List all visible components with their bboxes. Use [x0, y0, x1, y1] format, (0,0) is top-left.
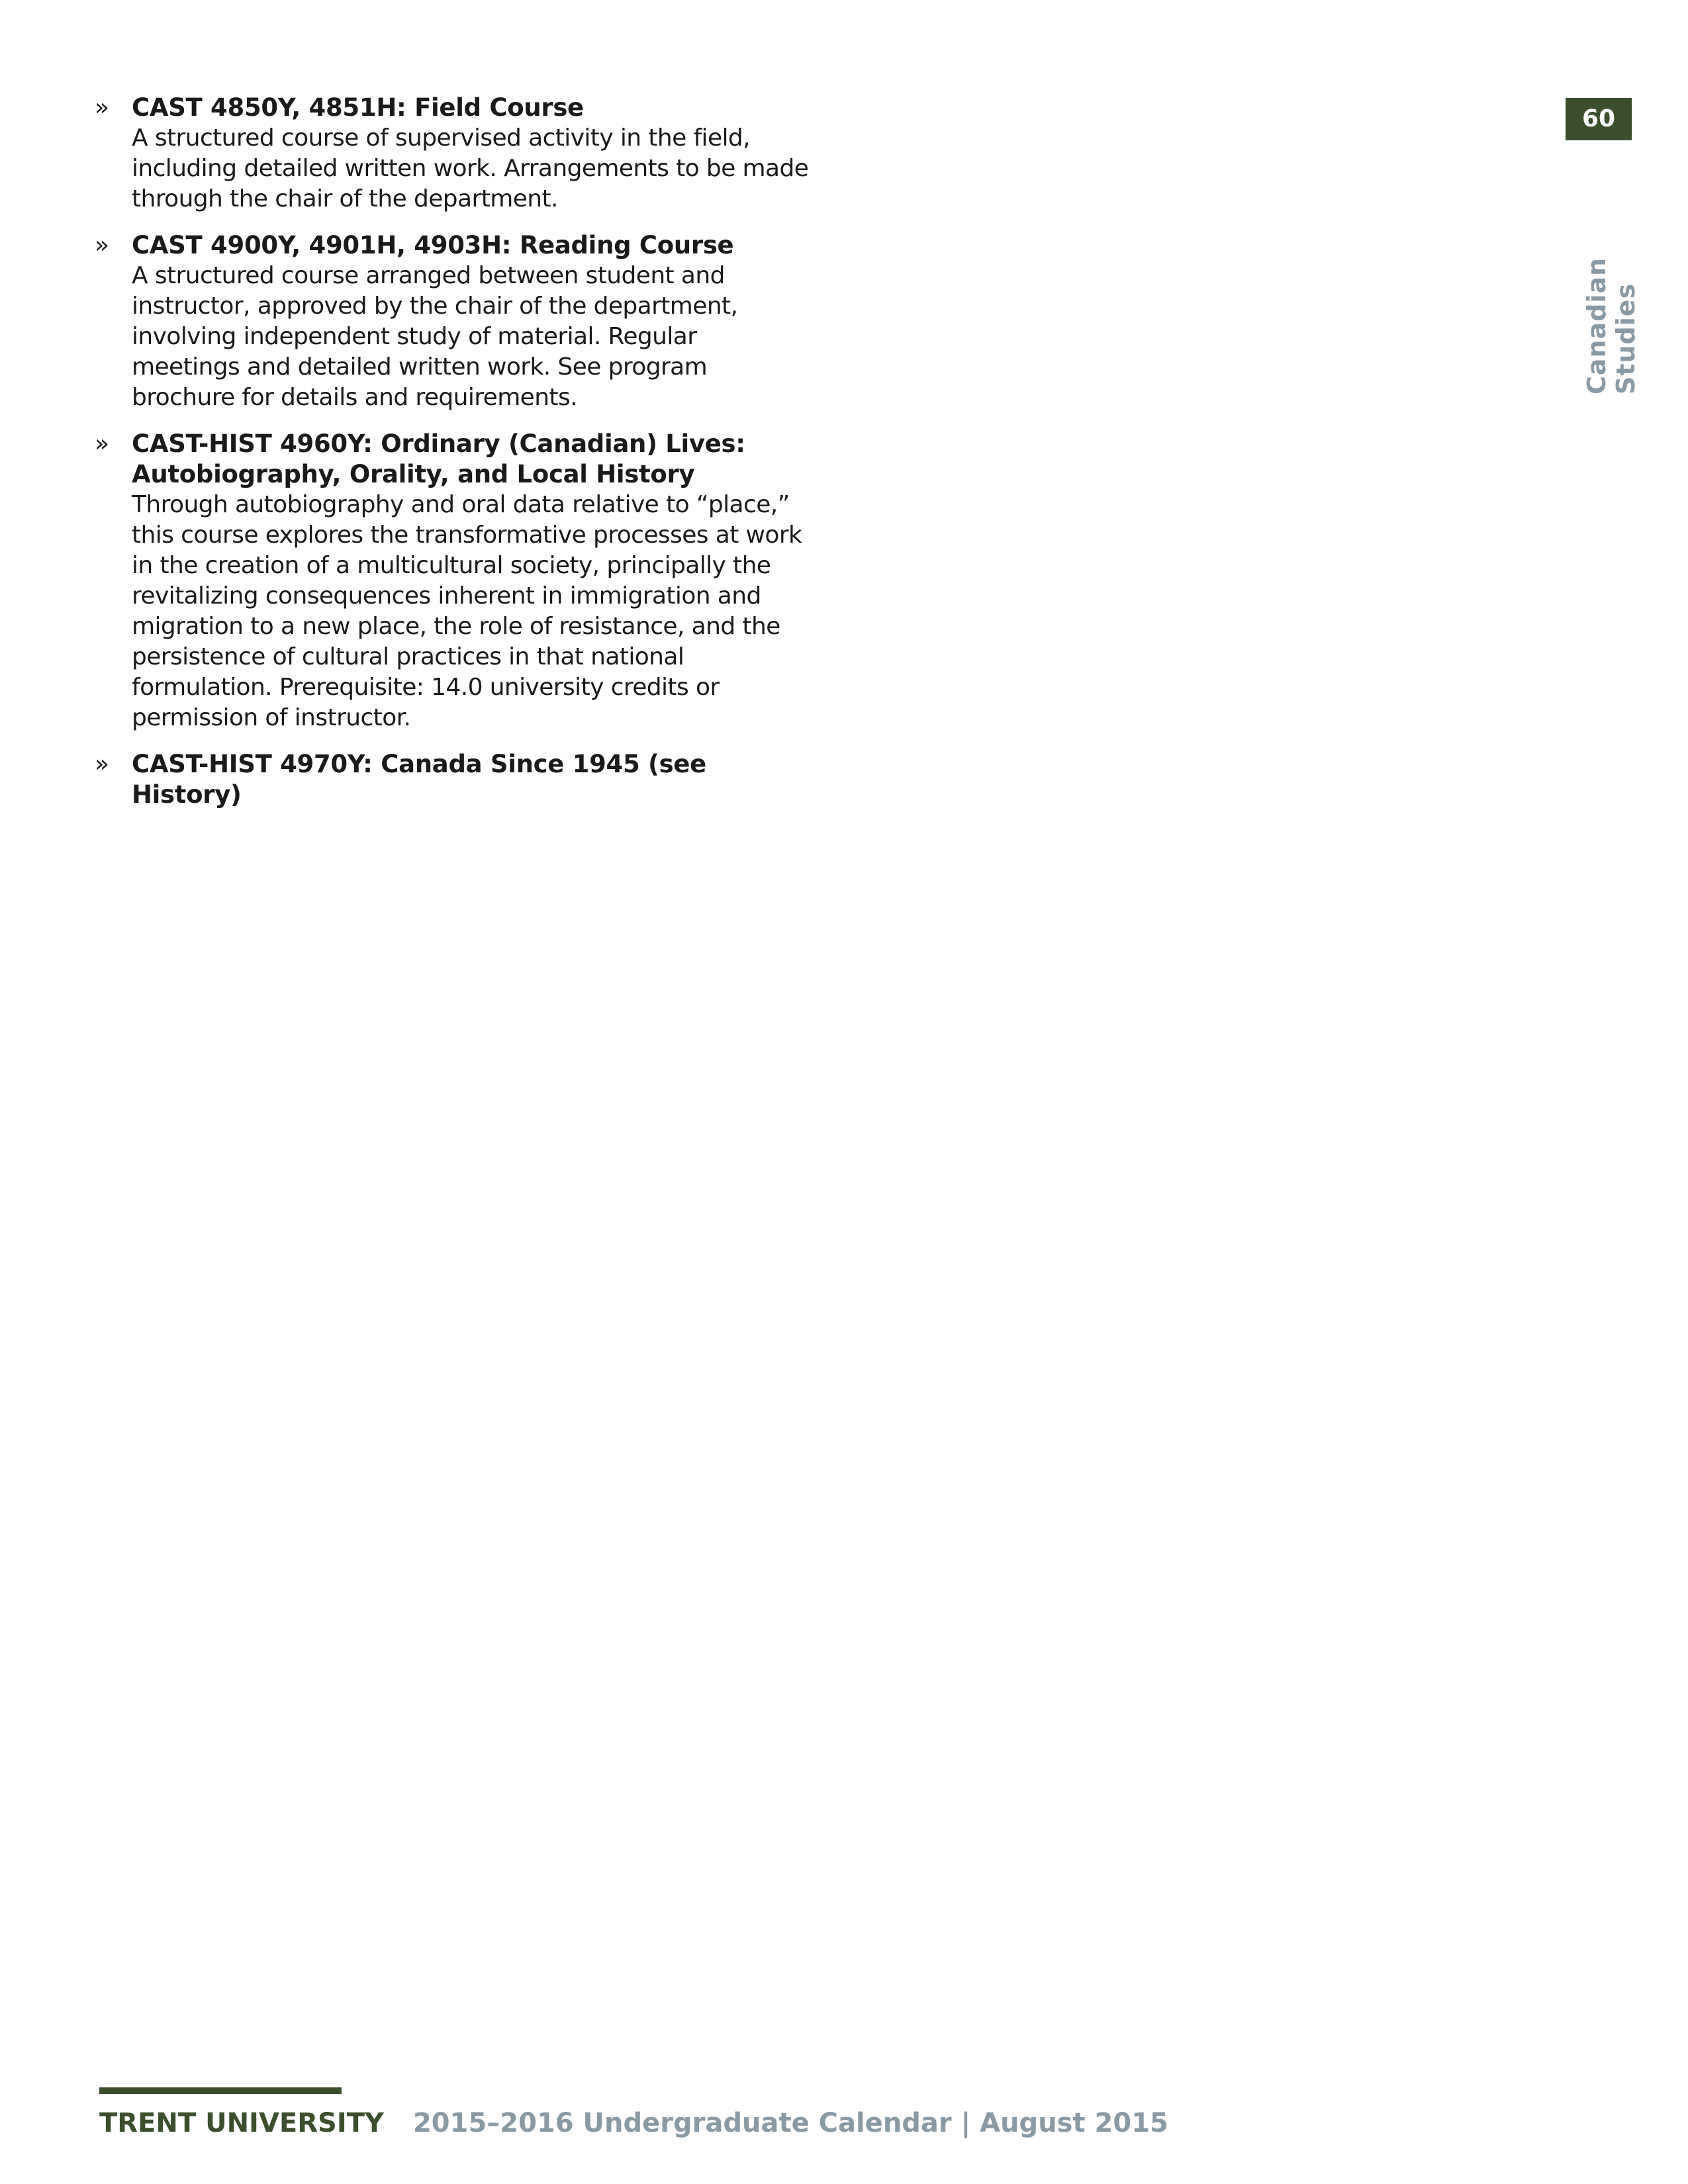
page-footer [99, 2107, 1168, 2140]
footer-date: August 2015 [980, 2108, 1168, 2138]
course-title: CAST 4850Y, 4851H: Field Course [132, 93, 584, 122]
course-entry-field-course [95, 93, 810, 214]
bullet-marker: » [95, 94, 110, 121]
footer-organization: TRENT UNIVERSITY [99, 2108, 384, 2138]
course-title: CAST-HIST 4960Y: Ordinary (Canadian) Lives: Autobiography, Orality, and Local History [132, 430, 745, 488]
bullet-marker: » [95, 751, 110, 778]
course-title: CAST 4900Y, 4901H, 4903H: Reading Course [132, 231, 734, 259]
course-title: CAST-HIST 4970Y: Canada Since 1945 (see History) [132, 750, 706, 809]
footer-separator: | [961, 2108, 971, 2138]
course-entry-reading-course [95, 230, 810, 413]
footer-rule [99, 2087, 342, 2094]
course-list [95, 93, 810, 826]
course-description: A structured course of supervised activity in the field, including detailed written work. Arrangements to be made through the chair of the department. [132, 124, 809, 212]
course-description: A structured course arranged between student and instructor, approved by the chair of the department, involving independent study of material. Regular meetings and detailed written work. See program brochure for details and requirements. [132, 262, 738, 411]
bullet-marker: » [95, 430, 110, 457]
section-side-label: Canadian Studies [1582, 257, 1640, 394]
bullet-marker: » [95, 232, 110, 259]
course-entry-canada-since-1945 [95, 749, 810, 810]
page-number-badge: 60 [1566, 98, 1632, 140]
footer-calendar-title: 2015–2016 Undergraduate Calendar [412, 2108, 952, 2138]
course-description: Through autobiography and oral data relative to “place,” this course explores the transformative processes at work in the creation of a multicultural society, principally the revitalizing consequences inherent in immigration and migration to a new place, the role of resistance, and the persistence of cultural practices in that national formulation. Prerequisite: 14.0 university credits or permission of instructor. [132, 491, 802, 731]
course-entry-ordinary-lives [95, 429, 810, 733]
